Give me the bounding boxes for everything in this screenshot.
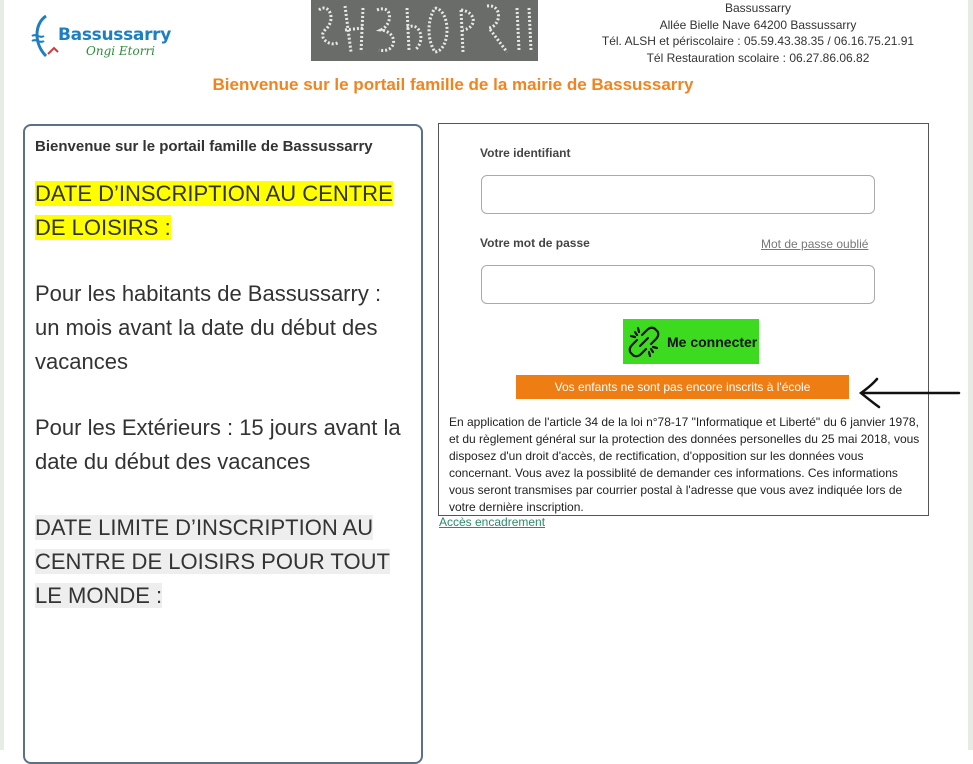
inscription-date-title: DATE D’INSCRIPTION AU CENTRE DE LOISIRS : <box>35 181 393 240</box>
password-label: Votre mot de passe <box>480 236 590 250</box>
login-panel <box>438 123 929 516</box>
logo-tagline: Ongi Etorri <box>86 44 156 58</box>
contact-info <box>580 0 936 66</box>
link-icon <box>625 323 663 361</box>
connect-button-label: Me connecter <box>667 333 758 350</box>
forgot-password-link[interactable]: Mot de passe oublié <box>761 237 869 251</box>
window-frame-right <box>968 0 973 750</box>
logo-name: Bassussarry <box>58 25 172 45</box>
info-heading: Bienvenue sur le portail famille de Bassussarry <box>35 138 373 155</box>
contact-phone-restauration: Tél Restauration scolaire : 06.27.86.06.82 <box>646 50 870 65</box>
password-input[interactable] <box>481 265 875 304</box>
identifiant-label: Votre identifiant <box>480 146 571 160</box>
info-body <box>35 177 411 613</box>
connect-button[interactable] <box>623 319 759 364</box>
logo-wave-icon <box>30 14 60 58</box>
window-frame-left <box>0 0 4 750</box>
header-photo <box>311 0 538 61</box>
page-title: Bienvenue sur le portail famille de la mairie de Bassussarry <box>212 75 694 94</box>
contact-town: Bassussarry <box>724 1 792 15</box>
site-logo[interactable] <box>30 12 180 62</box>
info-panel <box>23 124 423 764</box>
identifiant-input[interactable] <box>481 175 875 214</box>
inscription-exterieurs-text: Pour les Extérieurs : 15 jours avant la date du début des vacances <box>35 415 401 474</box>
contact-phone-alsh: Tél. ALSH et périscolaire : 05.59.43.38.35 / 06.16.75.21.91 <box>601 34 915 48</box>
legal-notice: En application de l'article 34 de la loi n°78-17 "Informatique et Liberté" du 6 janvier 1978, et du règlement général sur la protection des données personelles du 25 mai 2018, vous disposez d'un droit d'accès, de rectification, d'opposition sur les données vous concernant. Vous avez la possiblité de demander ces informations. Ces informations vous seront transmises par courrier postal à l'adresse que vous avez indiquée lors de votre dernière inscription. <box>449 415 920 514</box>
inscription-residents-text: Pour les habitants de Bassussarry : un mois avant la date du début des vacances <box>35 281 382 374</box>
encadrement-access-link[interactable]: Accès encadrement <box>439 515 546 529</box>
inscription-deadline-title: DATE LIMITE D’INSCRIPTION AU CENTRE DE LOISIRS POUR TOUT LE MONDE : <box>35 515 390 608</box>
contact-address: Allée Bielle Nave 64200 Bassussarry <box>659 17 857 32</box>
not-enrolled-button[interactable]: Vos enfants ne sont pas encore inscrits à l'école <box>516 375 849 399</box>
arrow-left-icon <box>857 376 963 410</box>
